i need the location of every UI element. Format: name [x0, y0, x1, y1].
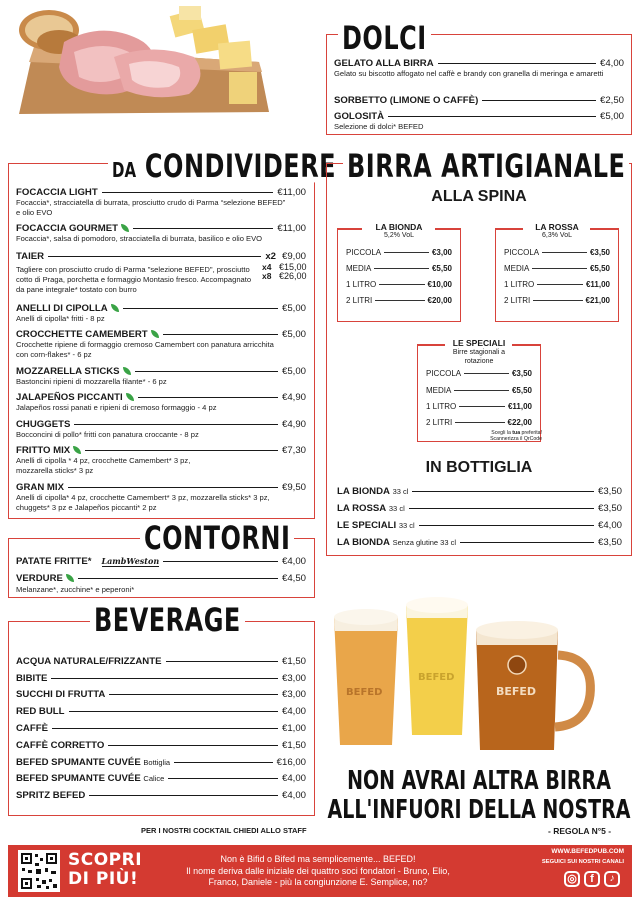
condividere-title-text: CONDIVIDERE [144, 147, 337, 186]
item-desc: Gelato su biscotto affogato nel caffè e brandy con granella di meringa e amaretti [334, 69, 604, 78]
dolci-item [334, 111, 624, 122]
bottiglia-item: LE SPECIALI 33 cl €4,00 [337, 520, 622, 531]
speciali-box [417, 338, 542, 442]
item-name: VERDURE [16, 573, 74, 584]
item-name: GRAN MIX [16, 482, 64, 493]
item-name: FOCACCIA LIGHT [16, 187, 98, 198]
item-price: €4,90 [281, 419, 306, 430]
beverage-item: CAFFÈ CORRETTO €1,50 [16, 740, 306, 751]
item-desc: Anelli di cipolla* 4 pz, crocchette Camembert* 3 pz, mozzarella sticks* 3 pz, chuggets* 3 pz e Jalapeños piccanti* 2 pz [16, 493, 270, 512]
bionda-name: LA BIONDA [375, 222, 423, 232]
charcuterie-board-image [4, 2, 279, 122]
beverage-item: CAFFÈ €1,00 [16, 723, 306, 734]
beverage-item: BIBITE €3,00 [16, 673, 306, 684]
condividere-item [16, 187, 306, 198]
footer-cta-line-1: SCOPRI [68, 850, 143, 870]
contorni-title: CONTORNI [140, 522, 294, 554]
item-price: €7,30 [281, 445, 306, 456]
footer-bar [8, 845, 632, 897]
item-name: PATATE FRITTE* [16, 556, 92, 567]
item-price: €5,00 [281, 366, 306, 377]
item-desc: Tagliere con prosciutto crudo di Parma "selezione BEFED", prosciutto cotto di Praga, porchetta e formaggio Montasio fresco. Accompagnato da pane integrale* tostato con burro [16, 265, 252, 294]
glass-brand: BEFED [418, 672, 455, 683]
item-desc: Focaccia*, salsa di pomodoro, stracciatella di burrata, basilico e olio EVO [16, 234, 263, 243]
slogan-line-2: ALL'INFUORI DELLA NOSTRA [327, 795, 631, 825]
condividere-item [16, 223, 306, 234]
qr-note: Scegli la tua preferita! Scannerizza il QrCode [490, 430, 542, 442]
bottiglia-title: IN BOTTIGLIA [425, 459, 533, 476]
birra-title: BIRRA ARTIGIANALE [343, 150, 629, 182]
contorni-item [16, 556, 306, 567]
beverage-frame [8, 621, 315, 816]
item-price: €5,00 [281, 303, 306, 314]
condividere-item [16, 251, 306, 262]
beverage-item: SPRITZ BEFED €4,00 [16, 790, 306, 801]
item-name: TAIER [16, 251, 45, 262]
bottiglia-item: LA BIONDA Senza glutine 33 cl €3,50 [337, 537, 622, 548]
item-price: €5,00 [281, 329, 306, 340]
condividere-item [16, 482, 306, 493]
rossa-box [495, 222, 619, 322]
lambweston-logo: LambWeston [101, 556, 160, 566]
beer-price-row: 2 LITRI €22,00 [426, 418, 532, 427]
item-price: €5,00 [599, 111, 624, 122]
item-desc: Anelli di cipolla* fritti - 8 pz [16, 314, 105, 323]
birra-subtitle: ALLA SPINA [431, 188, 527, 205]
beverage-item: RED BULL €4,00 [16, 706, 306, 717]
condividere-item [16, 419, 306, 430]
taier-size: x2 [265, 251, 276, 262]
vegetarian-leaf-icon [111, 304, 119, 312]
facebook-icon[interactable]: f [584, 871, 600, 887]
tiktok-icon[interactable]: ♪ [604, 871, 620, 887]
bionda-box [337, 222, 461, 322]
instagram-icon[interactable]: ◎ [564, 871, 580, 887]
item-name: GELATO ALLA BIRRA [334, 58, 434, 69]
footer-social-label: SEGUICI SUI NOSTRI CANALI [541, 859, 624, 865]
beverage-title: BEVERAGE [90, 604, 245, 636]
taier-price: €15,00 [279, 262, 307, 272]
item-name: CHUGGETS [16, 419, 71, 430]
item-desc: Selezione di dolci* BEFED [334, 122, 424, 131]
item-name: GOLOSITÀ [334, 111, 385, 122]
item-price: €9,00 [281, 251, 306, 262]
item-desc: Focaccia*, stracciatella di burrata, prosciutto crudo di Parma “selezione BEFED” e olio EVO [16, 198, 286, 217]
beer-price-row: 1 LITRO €10,00 [346, 280, 452, 289]
condividere-item [16, 303, 306, 314]
qr-code[interactable] [18, 850, 60, 892]
footer-text: Non è Bifid o Bifed ma semplicemente... BEFED! Il nome deriva dalle iniziale dei quattro soci fondatori - Bruno, Elio, Franco, Daniele - più la congiunzione E. Semplice, no? [186, 854, 450, 887]
condividere-item [16, 366, 306, 377]
item-name: CROCCHETTE CAMEMBERT [16, 329, 159, 340]
rossa-abv: 6,3% VoL [542, 232, 572, 239]
vegetarian-leaf-icon [121, 224, 129, 232]
item-name: FRITTO MIX [16, 445, 81, 456]
item-price: €11,00 [277, 187, 306, 198]
condividere-item [16, 445, 306, 456]
beer-price-row: 2 LITRI €21,00 [504, 296, 610, 305]
item-desc: Crocchette ripiene di formaggio cremoso Camembert con panatura arricchita con corn-flakes* - 6 pz [16, 340, 274, 359]
footer-cta-line-2: DI PIÙ! [68, 869, 139, 889]
beverage-item: BEFED SPUMANTE CUVÉE Calice €4,00 [16, 773, 306, 784]
beer-glasses-image [326, 585, 626, 755]
speciali-desc: Birre stagionali a rotazione [452, 349, 506, 365]
item-name: ANELLI DI CIPOLLA [16, 303, 119, 314]
rossa-name: LA ROSSA [535, 222, 579, 232]
condividere-prefix: DA [112, 158, 137, 183]
glass-brand: BEFED [496, 685, 537, 698]
cocktail-note: PER I NOSTRI COCKTAIL CHIEDI ALLO STAFF [141, 826, 307, 835]
beverage-item: ACQUA NATURALE/FRIZZANTE €1,50 [16, 656, 306, 667]
social-icons [564, 871, 620, 887]
item-name: MOZZARELLA STICKS [16, 366, 131, 377]
slogan-rule: - REGOLA N°5 - [548, 826, 612, 836]
beer-price-row: MEDIA €5,50 [426, 386, 532, 395]
item-price: €4,50 [281, 573, 306, 584]
item-price: €4,00 [281, 556, 306, 567]
bottiglia-item: LA BIONDA 33 cl €3,50 [337, 486, 622, 497]
dolci-item [334, 95, 624, 106]
item-name: SORBETTO (LIMONE O CAFFÈ) [334, 95, 479, 106]
vegetarian-leaf-icon [126, 393, 134, 401]
taier-size: x4 [262, 262, 272, 272]
item-desc: Bastoncini ripieni di mozzarella filante* - 6 pz [16, 377, 167, 386]
footer-cta [68, 851, 142, 889]
footer-website[interactable]: WWW.BEFEDPUB.COM [551, 848, 624, 855]
vegetarian-leaf-icon [66, 574, 74, 582]
item-price: €9,50 [281, 482, 306, 493]
condividere-title [108, 147, 340, 186]
beer-price-row: 2 LITRI €20,00 [346, 296, 452, 305]
bionda-abv: 5,2% VoL [384, 232, 414, 239]
speciali-name: LE SPECIALI [452, 338, 506, 348]
item-price: €4,00 [599, 58, 624, 69]
taier-size: x8 [262, 271, 272, 281]
beer-price-row: PICCOLA €3,50 [426, 369, 532, 378]
item-price: €4,90 [281, 392, 306, 403]
item-price: €11,00 [277, 223, 306, 234]
beer-price-row: MEDIA €5,50 [504, 264, 610, 273]
item-price: €2,50 [599, 95, 624, 106]
item-name: JALAPEÑOS PICCANTI [16, 392, 134, 403]
glass-brand: BEFED [346, 687, 383, 698]
item-name: FOCACCIA GOURMET [16, 223, 129, 234]
vegetarian-leaf-icon [151, 330, 159, 338]
beer-price-row: PICCOLA €3,50 [504, 248, 610, 257]
slogan-line-1: NON AVRAI ALTRA BIRRA [347, 766, 611, 796]
dolci-title: DOLCI [338, 22, 431, 54]
beer-price-row: MEDIA €5,50 [346, 264, 452, 273]
taier-price: €26,00 [279, 271, 307, 281]
item-desc: Jalapeños rossi panati e ripieni di cremoso formaggio - 4 pz [16, 403, 217, 412]
contorni-item [16, 573, 306, 584]
beer-price-row: PICCOLA €3,00 [346, 248, 452, 257]
beer-price-row: 1 LITRO €11,00 [426, 402, 532, 411]
beer-price-row: 1 LITRO €11,00 [504, 280, 610, 289]
vegetarian-leaf-icon [123, 367, 131, 375]
item-desc: Anelli di cipolla * 4 pz, crocchette Camembert* 3 pz, mozzarella sticks* 3 pz [16, 456, 191, 475]
beverage-item: SUCCHI DI FRUTTA €3,00 [16, 689, 306, 700]
item-desc: Bocconcini di pollo* fritti con panatura croccante - 8 pz [16, 430, 199, 439]
vegetarian-leaf-icon [73, 446, 81, 454]
beverage-item: BEFED SPUMANTE CUVÉE Bottiglia €16,00 [16, 757, 306, 768]
condividere-item [16, 392, 306, 403]
bottiglia-item: LA ROSSA 33 cl €3,50 [337, 503, 622, 514]
dolci-item [334, 58, 624, 69]
item-desc: Melanzane*, zucchine* e peperoni* [16, 585, 135, 594]
condividere-item [16, 329, 306, 340]
